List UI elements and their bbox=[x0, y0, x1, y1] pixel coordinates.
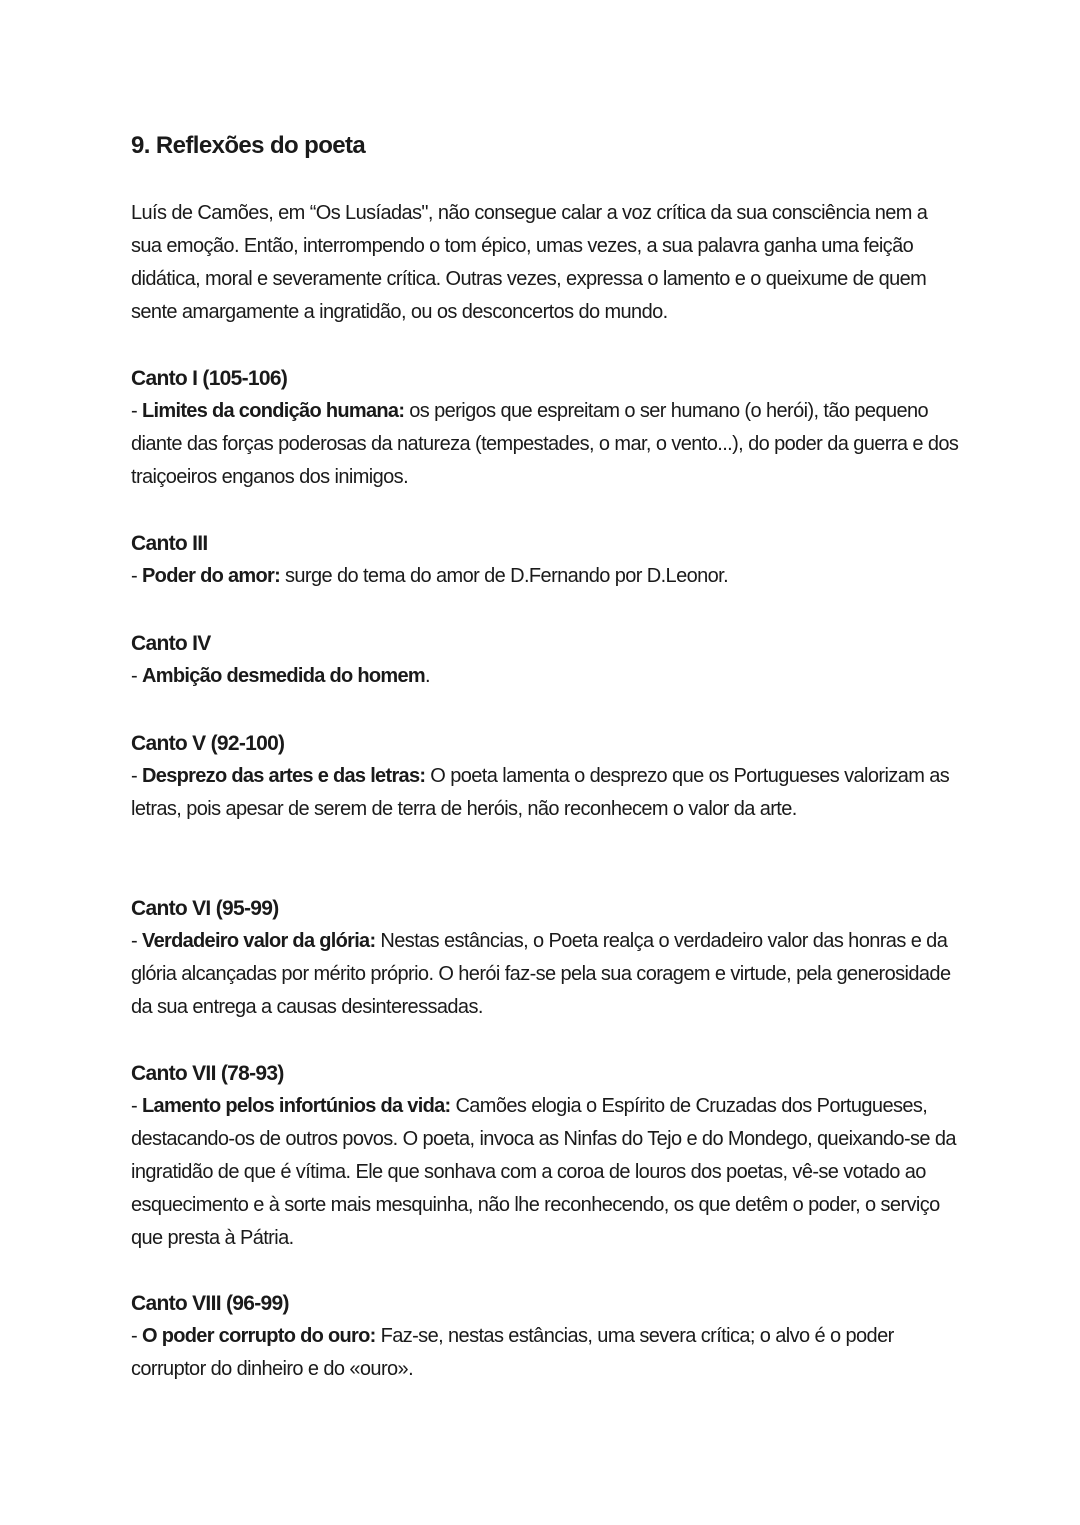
canto-text: . bbox=[425, 665, 430, 687]
canto-description bbox=[131, 925, 961, 1024]
canto-text: os perigos que espreitam o ser humano (o herói), tão pequeno diante das forças poderosas da natureza (tempestades, o mar, o vento...), do poder da guerra e dos traiçoeiros enganos dos inimigos. bbox=[131, 400, 959, 488]
canto-heading: Canto I (105-106) bbox=[131, 367, 288, 390]
bullet-dash: - bbox=[131, 765, 143, 787]
canto-topic: Desprezo das artes e das letras: bbox=[142, 765, 426, 787]
canto-section bbox=[131, 627, 961, 693]
bullet-dash: - bbox=[131, 400, 143, 422]
canto-description bbox=[131, 1090, 961, 1255]
canto-heading: Canto III bbox=[131, 532, 208, 555]
canto-text: Nestas estâncias, o Poeta realça o verdadeiro valor das honras e da glória alcançadas por mérito próprio. O herói faz-se pela sua coragem e virtude, pela generosidade da sua entrega a causas desinteressadas. bbox=[131, 930, 951, 1018]
canto-section bbox=[131, 1287, 961, 1386]
canto-heading: Canto IV bbox=[131, 632, 211, 655]
canto-section bbox=[131, 892, 961, 1024]
canto-text: Camões elogia o Espírito de Cruzadas dos Portugueses, destacando-os de outros povos. O poeta, invoca as Ninfas do Tejo e do Mondego, queixando-se da ingratidão de que é vítima. Ele que sonhava com a coroa de louros dos poetas, vê-se votado ao esquecimento e à sorte mais mesquinha, não lhe reconhecendo, os que detêm o poder, o serviço que presta à Pátria. bbox=[131, 1095, 956, 1249]
canto-topic: Ambição desmedida do homem bbox=[142, 665, 426, 687]
bullet-dash: - bbox=[131, 665, 143, 687]
canto-heading: Canto VII (78-93) bbox=[131, 1062, 284, 1085]
canto-section bbox=[131, 727, 961, 826]
canto-topic: O poder corrupto do ouro: bbox=[142, 1325, 376, 1347]
canto-description bbox=[131, 1320, 961, 1386]
bullet-dash: - bbox=[131, 1325, 143, 1347]
canto-description bbox=[131, 395, 961, 494]
bullet-dash: - bbox=[131, 930, 143, 952]
canto-description bbox=[131, 660, 961, 693]
canto-heading: Canto VI (95-99) bbox=[131, 897, 279, 920]
canto-topic: Verdadeiro valor da glória: bbox=[142, 930, 376, 952]
canto-text: surge do tema do amor de D.Fernando por D.Leonor. bbox=[280, 565, 729, 587]
canto-text: Faz-se, nestas estâncias, uma severa crítica; o alvo é o poder corruptor do dinheiro e do «ouro». bbox=[131, 1325, 894, 1380]
canto-topic: Poder do amor: bbox=[142, 565, 281, 587]
canto-heading: Canto V (92-100) bbox=[131, 732, 285, 755]
canto-section bbox=[131, 362, 961, 494]
canto-section bbox=[131, 527, 961, 593]
canto-description bbox=[131, 560, 961, 593]
canto-section bbox=[131, 1057, 961, 1255]
canto-description bbox=[131, 760, 961, 826]
canto-topic: Lamento pelos infortúnios da vida: bbox=[142, 1095, 451, 1117]
intro-paragraph: Luís de Camões, em “Os Lusíadas", não consegue calar a voz crítica da sua consciência nem a sua emoção. Então, interrompendo o tom épico, umas vezes, a sua palavra ganha uma feição didática, moral e severamente crítica. Outras vezes, expressa o lamento e o queixume de quem sente amargamente a ingratidão, ou os desconcertos do mundo. bbox=[131, 202, 928, 323]
bullet-dash: - bbox=[131, 1095, 143, 1117]
page-title: 9. Reflexões do poeta bbox=[131, 132, 366, 159]
canto-text: O poeta lamenta o desprezo que os Portugueses valorizam as letras, pois apesar de serem de terra de heróis, não reconhecem o valor da arte. bbox=[131, 765, 950, 820]
bullet-dash: - bbox=[131, 565, 143, 587]
canto-topic: Limites da condição humana: bbox=[142, 400, 405, 422]
canto-heading: Canto VIII (96-99) bbox=[131, 1292, 289, 1315]
